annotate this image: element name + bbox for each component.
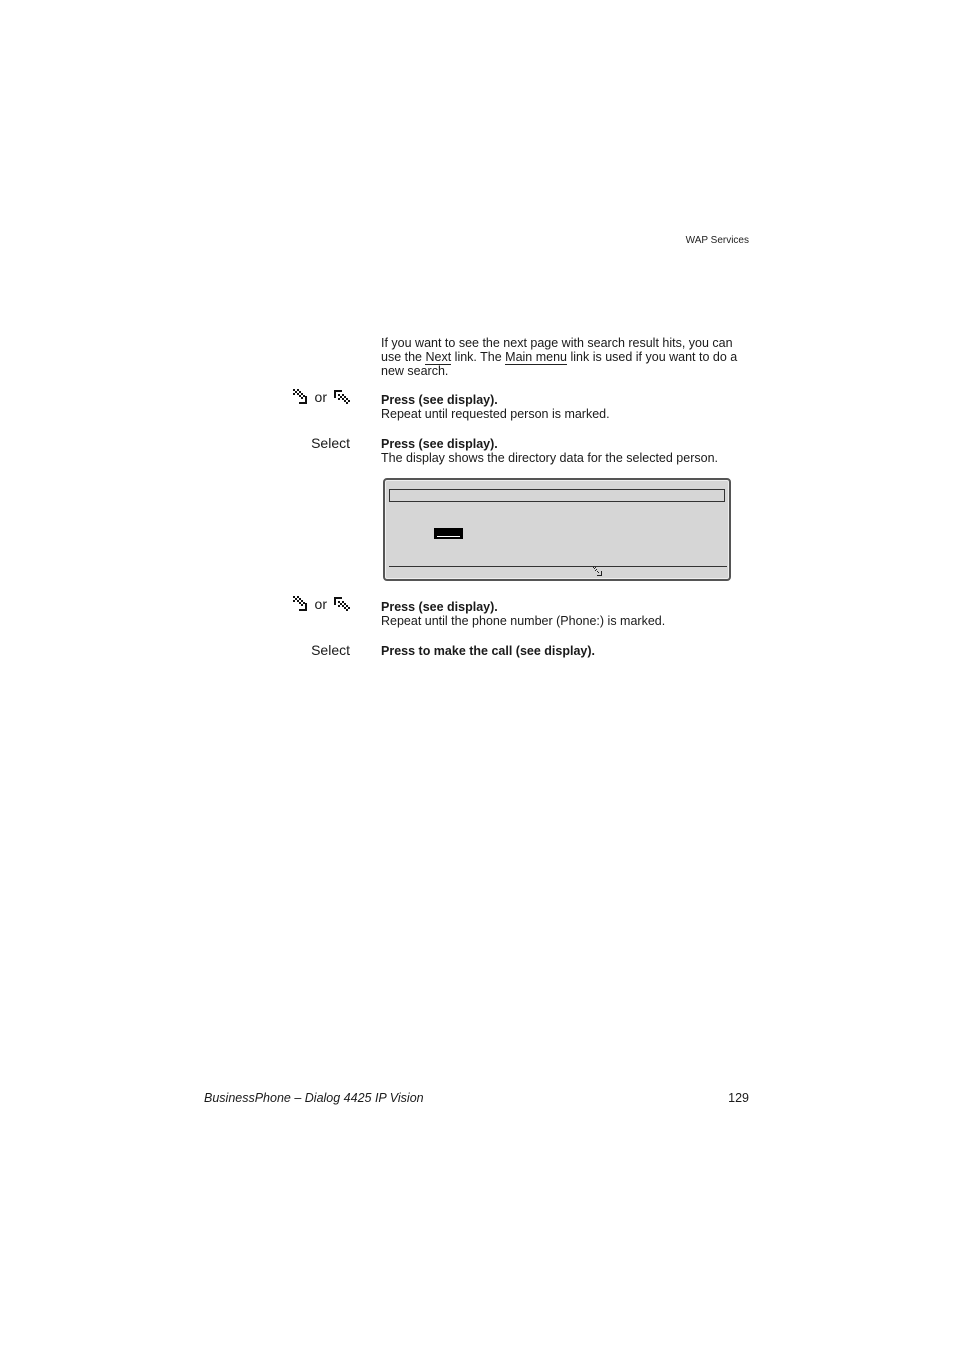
step-3-description: Repeat until the phone number (Phone:) is marked. — [381, 614, 666, 628]
intro-paragraph — [381, 336, 751, 378]
step-3 — [381, 600, 751, 628]
step-1-keys — [292, 388, 350, 406]
or-label: or — [314, 389, 327, 405]
arrow-down-right-key-icon — [292, 388, 310, 406]
page-number: 129 — [728, 1091, 749, 1105]
footer-document-title: BusinessPhone – Dialog 4425 IP Vision — [204, 1091, 424, 1105]
intro-text-2: link. The — [451, 350, 506, 364]
step-2-instruction: Press (see display). — [381, 437, 498, 451]
step-3-instruction: Press (see display). — [381, 600, 498, 614]
arrow-down-right-key-icon — [292, 595, 310, 613]
step-4 — [381, 644, 751, 658]
arrow-up-left-key-icon — [332, 595, 350, 613]
step-2 — [381, 437, 751, 465]
scroll-arrow-icon — [592, 566, 604, 578]
next-link-text: Next — [425, 350, 452, 364]
section-header: WAP Services — [685, 235, 749, 246]
intro-text-3: link is used if you want to do a new search. — [381, 350, 738, 378]
display-softkey-divider — [389, 566, 727, 567]
step-2-description: The display shows the directory data for the selected person. — [381, 451, 718, 465]
display-title-bar — [389, 489, 725, 502]
step-1-description: Repeat until requested person is marked. — [381, 407, 610, 421]
select-key-label: Select — [311, 642, 350, 658]
display-selection-marker — [434, 528, 463, 539]
select-key-label: Select — [311, 435, 350, 451]
step-4-instruction: Press to make the call (see display). — [381, 644, 595, 658]
main-menu-link-text: Main menu — [505, 350, 567, 364]
or-label: or — [314, 596, 327, 612]
phone-display — [383, 478, 731, 581]
step-3-keys — [292, 595, 350, 613]
intro-text-1: If you want to see the next page with search result hits, you can use the — [381, 336, 733, 364]
step-1 — [381, 393, 751, 421]
arrow-up-left-key-icon — [332, 388, 350, 406]
step-1-instruction: Press (see display). — [381, 393, 498, 407]
